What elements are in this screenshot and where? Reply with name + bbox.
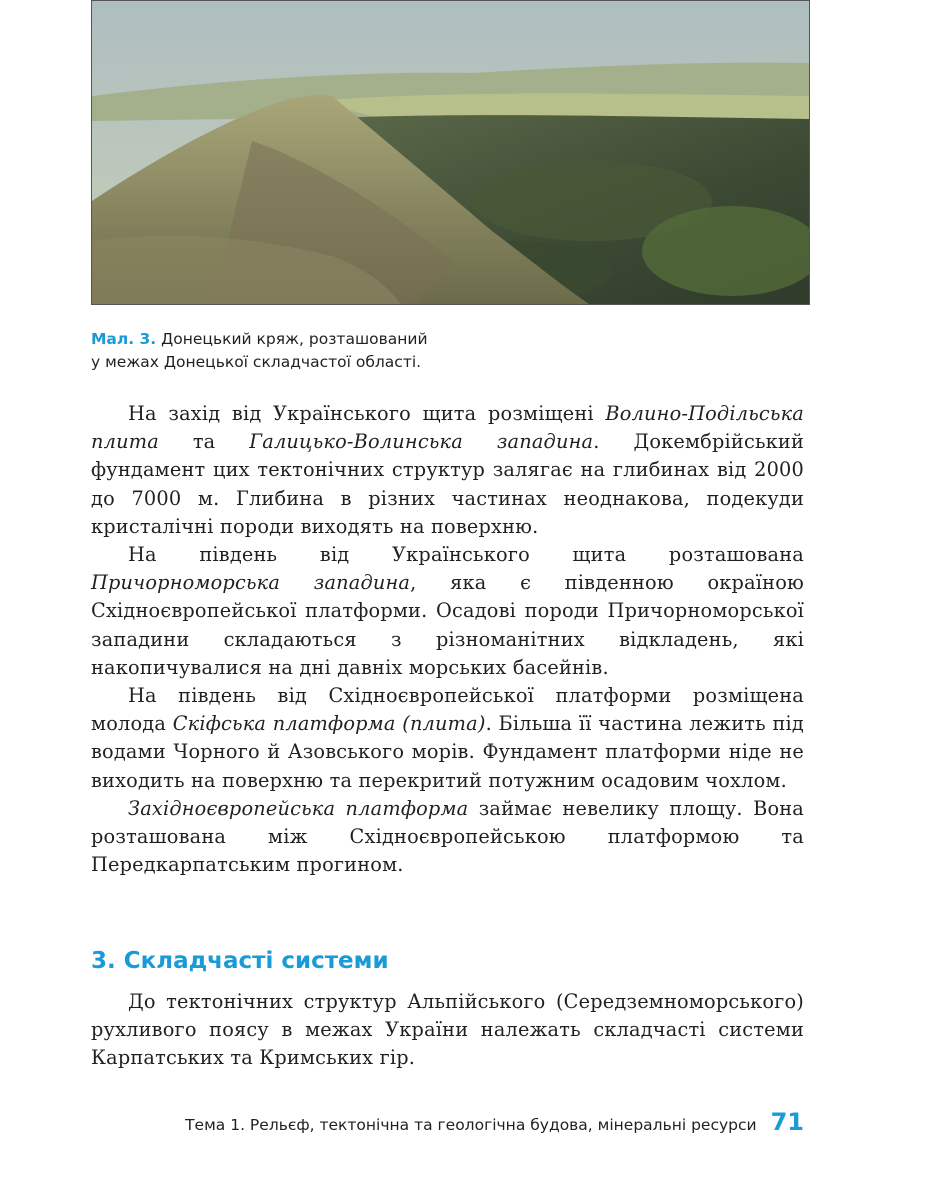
section-heading: 3. Складчасті системи bbox=[91, 948, 389, 974]
term-prychornomorska: Причорноморська западина bbox=[91, 571, 411, 595]
caption-line-1: Донецький кряж, розташований bbox=[161, 330, 428, 348]
term-halytsko-volynska: Галицько-Волинська западина bbox=[249, 430, 594, 454]
term-zakhidnoievropeiska: Західноєвропейська платформа bbox=[128, 796, 469, 820]
para1-text-a: На захід від Українського щита розміщені bbox=[128, 402, 606, 425]
paragraph-4 bbox=[91, 795, 804, 880]
section-paragraph: До тектонічних структур Альпійського (Середземноморського) рухливого поясу в межах України належать складчасті системи Карпатських та Кримських гір. bbox=[91, 990, 804, 1070]
figure-caption bbox=[91, 328, 511, 374]
paragraph-1 bbox=[91, 400, 804, 541]
para4-text-a: займає невелику площу. Вона розташована між Східноєвропейською платформою та Передкарпатським прогином. bbox=[91, 796, 804, 877]
caption-label: Мал. 3. bbox=[91, 330, 157, 348]
para3-text-a: На південь від Східноєвропейської платформи розміщена молода bbox=[91, 684, 804, 736]
paragraph-2 bbox=[91, 541, 804, 682]
paragraph-3 bbox=[91, 682, 804, 795]
landscape-photo bbox=[91, 0, 810, 305]
page-footer bbox=[185, 1108, 804, 1136]
term-skifska: Скіфська платформа (плита) bbox=[172, 712, 486, 736]
para1-text-b: та bbox=[158, 430, 250, 454]
body-text bbox=[91, 400, 804, 879]
para3-text-b: . Більша її частина лежить під водами Чорного й Азовського морів. Фундамент платформи ніде не виходить на поверхню та перекритий потужним осадовим чохлом. bbox=[91, 712, 804, 792]
page-number: 71 bbox=[770, 1108, 804, 1136]
section-body bbox=[91, 988, 804, 1073]
para2-text-a: На південь від Українського щита розташована bbox=[128, 543, 804, 567]
para2-text-b: , яка є південною окраїною Східноєвропейської платформи. Осадові породи Причорноморської западини складаються з різноманітних відкладень, які накопичувалися на дні давніх морських басейнів. bbox=[91, 571, 804, 679]
para1-text-c: . Докембрійський фундамент цих тектонічних структур залягає на глибинах від 2000 до 7000 м. Глибина в різних частинах неоднакова, подекуди кристалічні породи виходять на поверхню. bbox=[91, 430, 805, 538]
ridge-landscape-image bbox=[92, 1, 810, 305]
term-volyno-podilska: Волино-Подільська плита bbox=[91, 402, 804, 454]
caption-line-2: у межах Донецької складчастої області. bbox=[91, 353, 422, 371]
footer-topic: Тема 1. Рельєф, тектонічна та геологічна будова, мінеральні ресурси bbox=[185, 1116, 757, 1134]
